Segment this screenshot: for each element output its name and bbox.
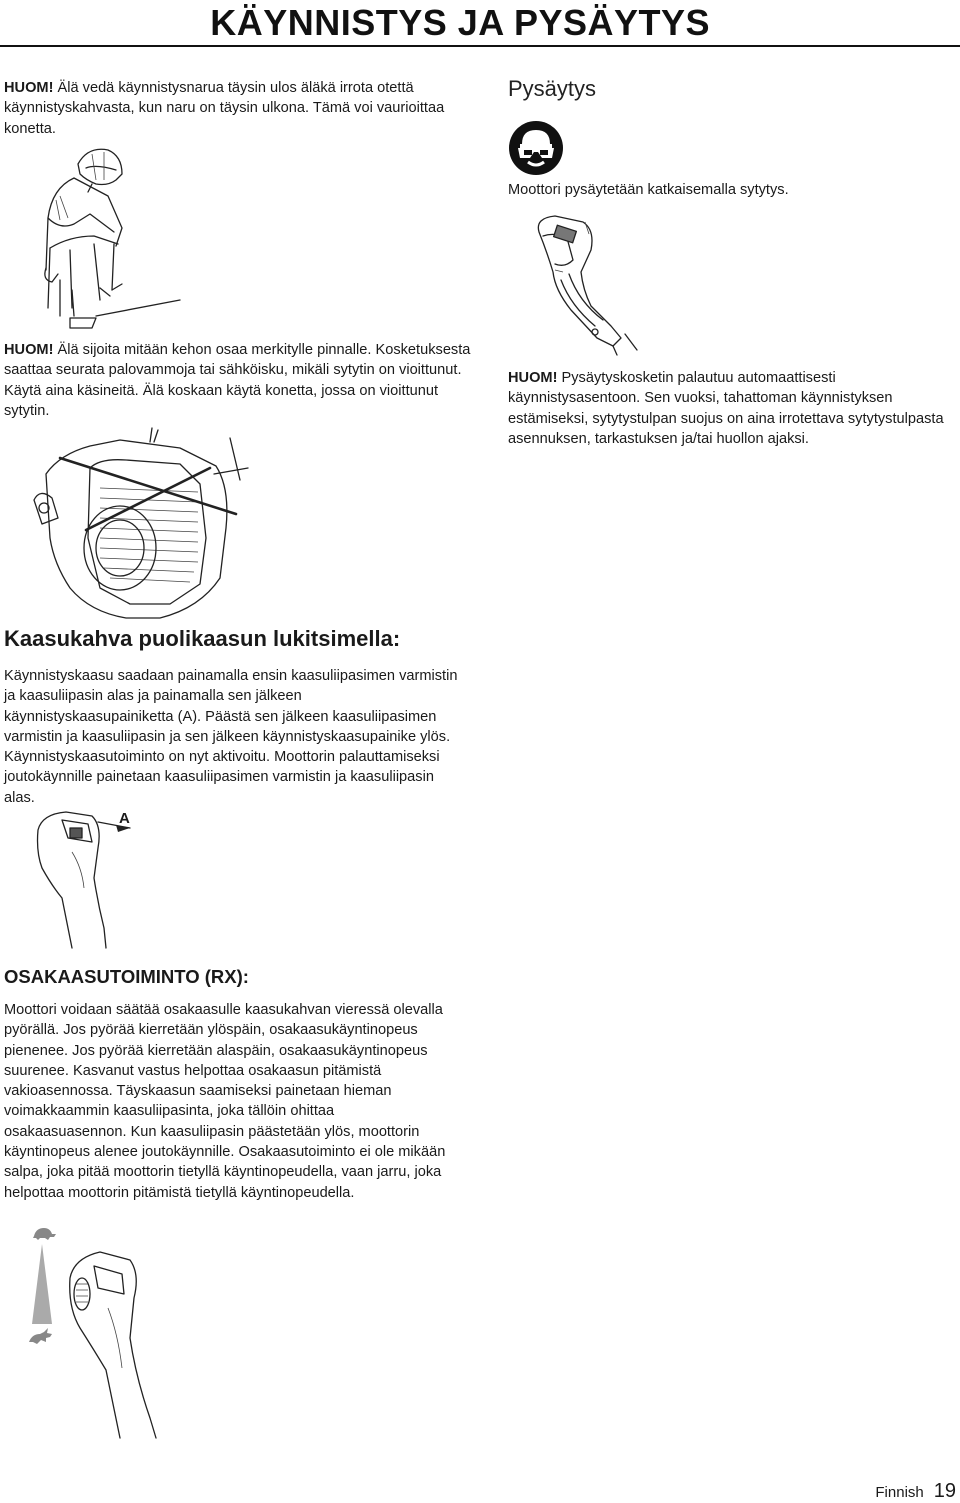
rx-heading: OSAKAASUTOIMINTO (RX): [4, 966, 249, 987]
stop-instruction: Moottori pysäytetään katkaisemalla sytytys. [508, 182, 789, 198]
figure-label-a: A [119, 810, 130, 827]
rx-handle-icon [60, 1238, 190, 1438]
throttle-heading: Kaasukahva puolikaasun lukitsimella: [4, 626, 401, 651]
hare-icon [28, 1328, 54, 1346]
turtle-icon [32, 1226, 56, 1242]
page-number: 19 [933, 1480, 956, 1502]
stop-switch-handle-icon [525, 210, 645, 355]
note-label: HUOM! [4, 80, 54, 96]
throttle-handle-icon [32, 808, 152, 948]
start-cord-note [4, 78, 474, 139]
ignition-warning [4, 340, 474, 421]
page-title: KÄYNNISTYS JA PYSÄYTYS [210, 2, 710, 43]
title-divider [0, 45, 960, 47]
operator-figure-icon [30, 140, 180, 330]
stop-heading: Pysäytys [508, 76, 597, 101]
stop-note [508, 368, 948, 449]
speed-wedge-icon [32, 1244, 52, 1324]
note-text: Älä vedä käynnistysnarua täysin ulos äläkä irrota otettä käynnistyskahvasta, kun naru on täysin ulkona. Tämä voi vaurioittaa konetta. [4, 80, 445, 137]
throttle-text: Käynnistyskaasu saadaan painamalla ensin kaasuliipasimen varmistin ja kaasuliipasin alas ja painamalla sen jälkeen käynnistyskaasupainiketta (A). Päästä sen jälkeen kaasuliipasimen varmistin ja kaasuliipasin ja sen jälkeen käynnistyskaasupainike ylös. Käynnistyskaasutoiminto on nyt aktivoitu. Moottorin palauttamiseksi joutokäynnille painetaan kaasuliipasimen varmistin ja kaasuliipasin alas. [4, 668, 458, 806]
warning-label: HUOM! [4, 342, 54, 358]
rx-text: Moottori voidaan säätää osakaasulle kaasukahvan vieressä olevalla pyörällä. Jos pyörää kierretään ylöspäin, osakaasukäyntinopeus pienenee. Jos pyörää kierretään alaspäin, osakaasukäyntinopeus suurenee. Kasvanut vastus helpottaa osakaasun pitämistä vakioasennossa. Täyskaasun saamiseksi painetaan hieman voimakkaammin kaasuliipasinta, joka tällöin ohittaa osakaasuasennon. Kun kaasuliipasin päästetään ylös, moottorin käyntinopeus alenee joutokäynnille. Osakaasutoiminto ei ole mikään salpa, joka pitää moottorin tietyllä käyntinopeudella, vaan jarru, joka helpottaa moottorin pitämistä tietyllä käyntinopeudella. [4, 1002, 446, 1201]
warning-text: Älä sijoita mitään kehon osaa merkitylle pinnalle. Kosketuksesta saattaa seurata palovammoja tai sähköisku, mikäli sytytin on vioittunut. Käytä aina käsineitä. Älä koskaan käytä konetta, jossa on vioittunut sytytin. [4, 342, 471, 419]
footer-language: Finnish [875, 1484, 924, 1501]
protective-gear-sign-icon [508, 120, 564, 176]
stop-note-text: Pysäytyskosketin palautuu automaattisesti käynnistysasentoon. Sen vuoksi, tahattoman käynnistyksen estämiseksi, sytytystulpan suojus on aina irrotettava sytytystulpasta asennuksen, tarkastuksen ja/tai huollon ajaksi. [508, 370, 944, 447]
page-footer [875, 1480, 956, 1503]
crossed-engine-icon [30, 428, 260, 628]
stop-note-label: HUOM! [508, 370, 558, 386]
